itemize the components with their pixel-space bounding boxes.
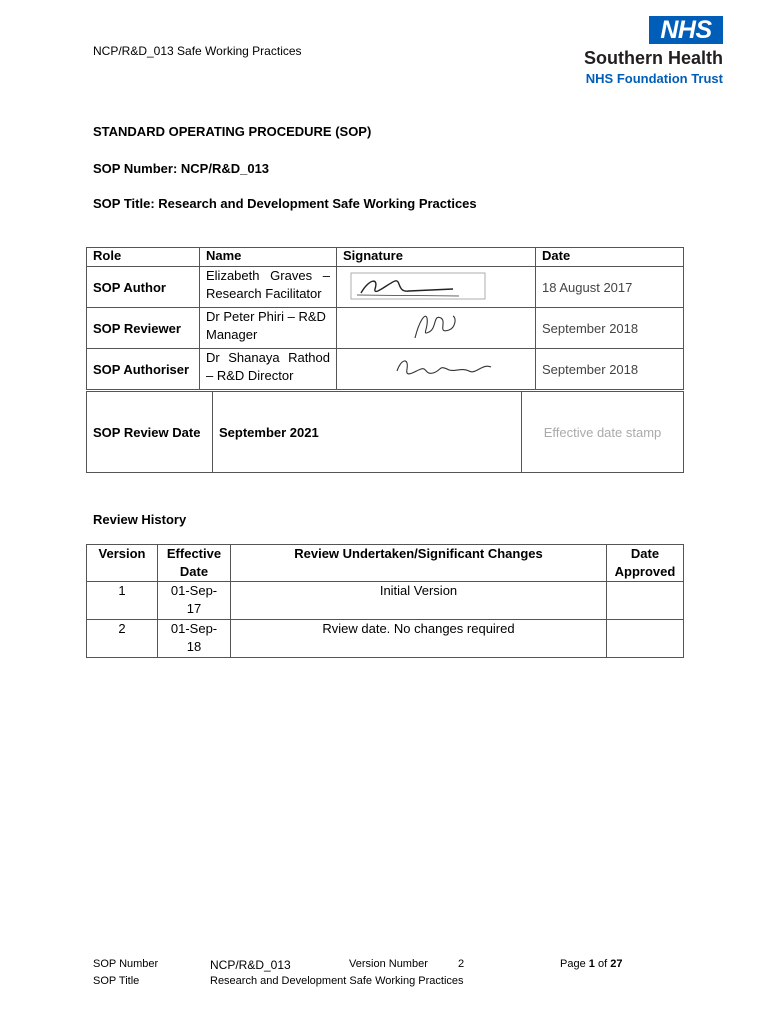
header-role: Role <box>87 248 200 267</box>
role-label: SOP Reviewer <box>87 308 200 349</box>
role-label: SOP Authoriser <box>87 349 200 390</box>
doc-heading: STANDARD OPERATING PROCEDURE (SOP) <box>93 124 372 139</box>
sop-number: SOP Number: NCP/R&D_013 <box>93 161 270 176</box>
footer-page-number <box>560 958 622 970</box>
history-date-approved <box>607 582 684 620</box>
sop-title: SOP Title: Research and Development Safe Working Practices <box>93 196 477 211</box>
footer-version: 2 <box>458 958 465 970</box>
nhs-badge: NHS <box>649 16 723 44</box>
footer-sop-title-label: SOP Title <box>93 975 140 987</box>
org-subname: NHS Foundation Trust <box>585 71 723 86</box>
footer-sop-title: Research and Development Safe Working Practices <box>210 975 464 987</box>
role-name: Dr Peter Phiri – R&D Manager <box>200 308 337 349</box>
header-effective-date: Effective Date <box>158 545 231 582</box>
role-row-author <box>87 267 684 308</box>
review-history-title: Review History <box>93 512 187 527</box>
page-of: of <box>597 958 608 970</box>
signature-image <box>349 269 489 305</box>
history-header-row <box>87 545 684 582</box>
footer-sop-number-label: SOP Number <box>93 958 159 970</box>
role-name: Dr Shanaya Rathod – R&D Director <box>200 349 337 390</box>
review-date-table <box>86 391 684 473</box>
history-effective-date: 01-Sep-17 <box>158 582 231 620</box>
history-version: 2 <box>87 620 158 658</box>
header-name: Name <box>200 248 337 267</box>
role-row-reviewer <box>87 308 684 349</box>
history-row <box>87 620 684 658</box>
signature-image <box>407 308 547 344</box>
review-date-row <box>87 392 684 473</box>
header-date: Date <box>536 248 684 267</box>
header-date-approved: Date Approved <box>607 545 684 582</box>
history-version: 1 <box>87 582 158 620</box>
page-current: 1 <box>588 958 595 970</box>
review-date-value: September 2021 <box>213 392 522 473</box>
history-changes: Rview date. No changes required <box>231 620 607 658</box>
review-date-label: SOP Review Date <box>87 392 213 473</box>
role-row-authoriser <box>87 349 684 390</box>
page-prefix: Page <box>560 958 586 970</box>
history-row <box>87 582 684 620</box>
header-doc-ref: NCP/R&D_013 Safe Working Practices <box>93 44 302 58</box>
page-total: 27 <box>610 958 623 970</box>
nhs-logo <box>553 16 723 88</box>
roles-header-row <box>87 248 684 267</box>
role-name: Elizabeth Graves – Research Facilitator <box>200 267 337 308</box>
footer-sop-number: NCP/R&D_013 <box>210 958 291 972</box>
signature-authoriser <box>337 349 536 390</box>
signature-author <box>337 267 536 308</box>
history-changes: Initial Version <box>231 582 607 620</box>
role-date: September 2018 <box>536 349 684 390</box>
role-date: September 2018 <box>536 308 684 349</box>
review-history-table <box>86 544 684 658</box>
roles-table <box>86 247 684 390</box>
role-label: SOP Author <box>87 267 200 308</box>
signature-image <box>391 349 531 385</box>
header-changes: Review Undertaken/Significant Changes <box>231 545 607 582</box>
header-signature: Signature <box>337 248 536 267</box>
org-name: Southern Health <box>583 48 723 68</box>
signature-reviewer <box>337 308 536 349</box>
effective-date-stamp: Effective date stamp <box>522 392 684 473</box>
header-version: Version <box>87 545 158 582</box>
role-date: 18 August 2017 <box>536 267 684 308</box>
footer-version-label: Version Number <box>349 958 428 970</box>
history-date-approved <box>607 620 684 658</box>
history-effective-date: 01-Sep-18 <box>158 620 231 658</box>
